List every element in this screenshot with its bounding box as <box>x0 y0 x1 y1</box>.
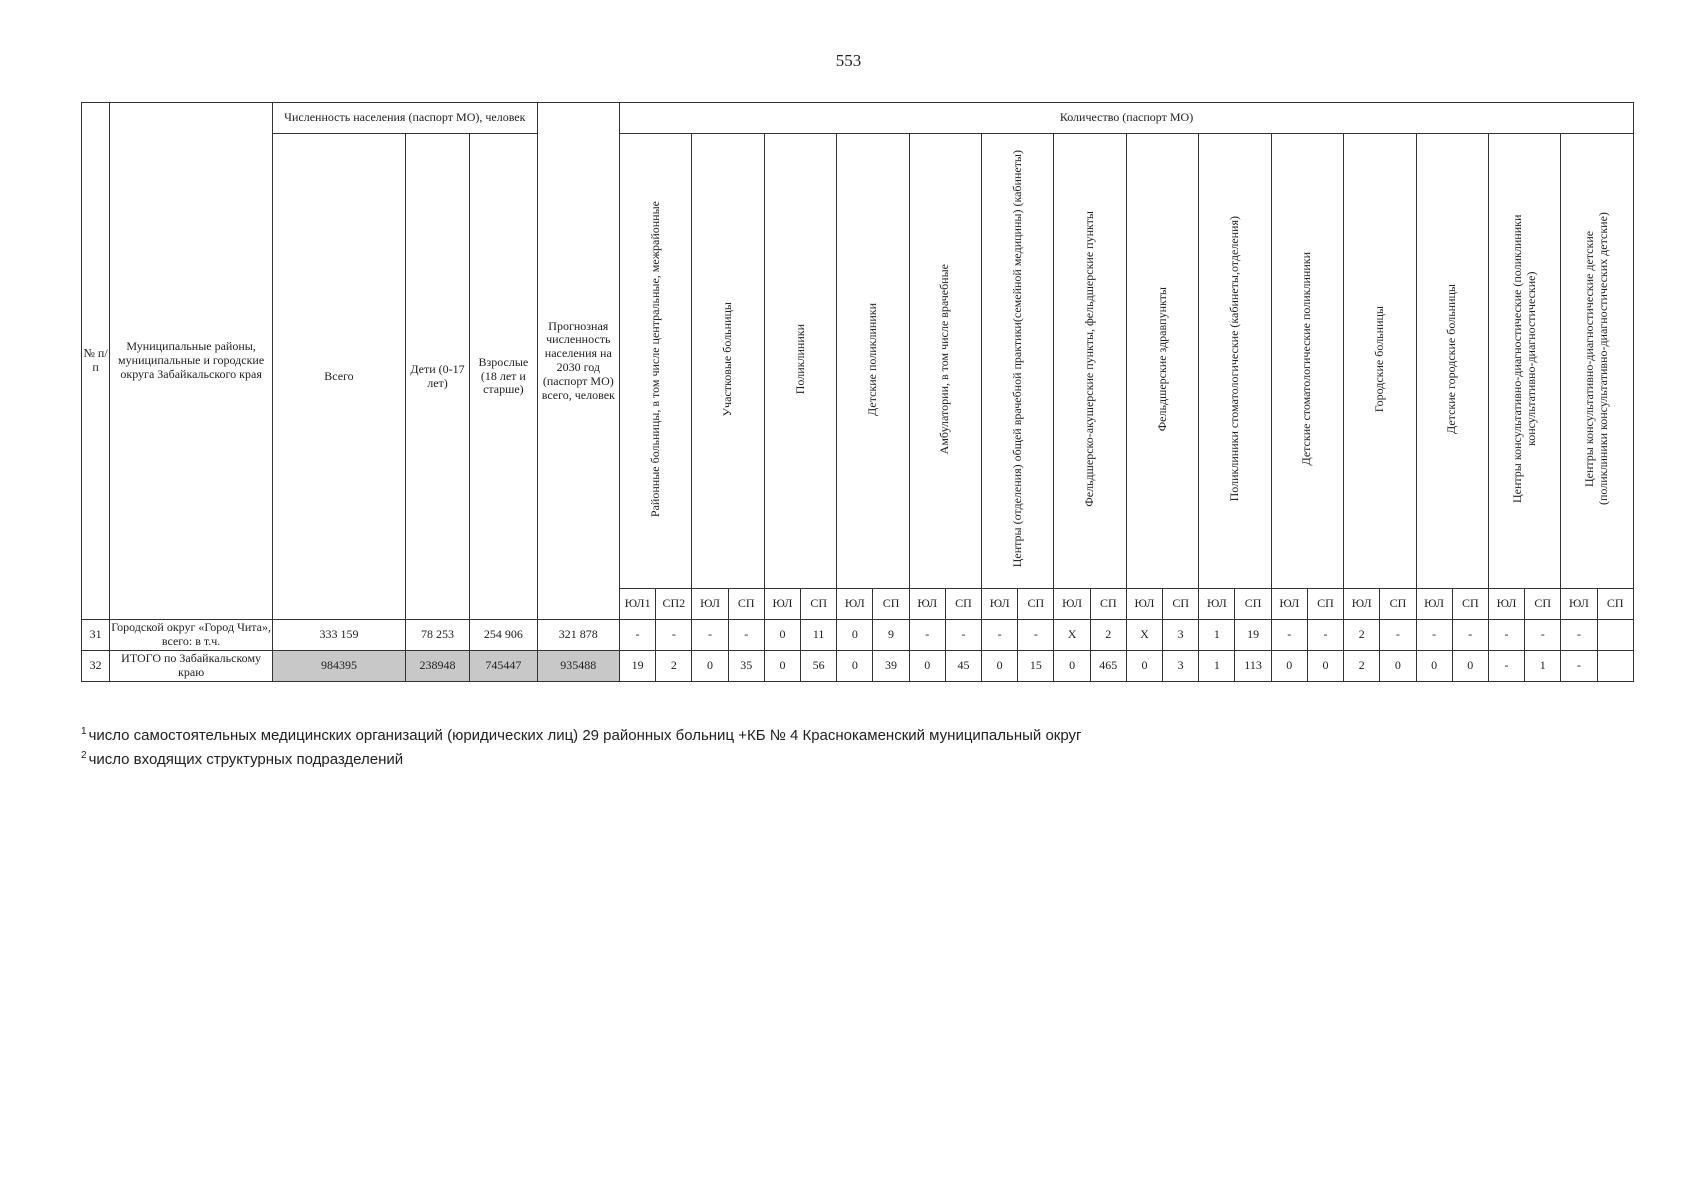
value-cell: 35 <box>728 651 764 682</box>
subheader-cell: ЮЛ <box>692 589 728 620</box>
value-cell: - <box>982 620 1018 651</box>
category-header <box>837 134 909 589</box>
value-cell: 1 <box>1525 651 1561 682</box>
value-cell: - <box>1018 620 1054 651</box>
value-cell: 39 <box>873 651 909 682</box>
value-cell: 9 <box>873 620 909 651</box>
category-header <box>764 134 836 589</box>
category-label: Детские городские больницы <box>1444 284 1459 435</box>
header-total: Всего <box>273 134 406 620</box>
subheader-cell: СП <box>1163 589 1199 620</box>
value-cell: - <box>909 620 945 651</box>
value-cell: - <box>1525 620 1561 651</box>
category-label: Поликлиники стоматологические (кабинеты,отделения) <box>1227 216 1242 502</box>
value-cell: 56 <box>801 651 837 682</box>
subheader-cell: СП <box>1525 589 1561 620</box>
table-row <box>82 620 1634 651</box>
value-cell: - <box>692 620 728 651</box>
header-municipality: Муниципальные районы, муниципальные и городские округа Забайкальского края <box>110 103 273 620</box>
value-cell: X <box>1054 620 1090 651</box>
subheader-cell: ЮЛ <box>1561 589 1597 620</box>
value-cell: - <box>1561 620 1597 651</box>
subheader-cell: ЮЛ <box>1199 589 1235 620</box>
row-total: 333 159 <box>273 620 406 651</box>
subheader-cell: ЮЛ <box>837 589 873 620</box>
subheader-cell: СП <box>1452 589 1488 620</box>
footnotes <box>81 722 1082 770</box>
subheader-cell: ЮЛ <box>764 589 800 620</box>
value-cell: 0 <box>1054 651 1090 682</box>
subheader-cell: СП <box>728 589 764 620</box>
subheader-cell: СП <box>1235 589 1271 620</box>
category-header <box>1561 134 1634 589</box>
subheader-cell: СП <box>945 589 981 620</box>
category-label: Амбулатории, в том числе врачебные <box>937 263 952 455</box>
row-adults: 745447 <box>470 651 537 682</box>
value-cell: 0 <box>837 651 873 682</box>
value-cell: 0 <box>982 651 1018 682</box>
header-forecast: Прогнозная численность населения на 2030 год (паспорт МО) всего, человек <box>537 103 619 620</box>
category-header <box>1416 134 1488 589</box>
value-cell: 465 <box>1090 651 1126 682</box>
value-cell: - <box>728 620 764 651</box>
subheader-cell: ЮЛ <box>982 589 1018 620</box>
category-header <box>1054 134 1126 589</box>
category-header <box>692 134 764 589</box>
row-adults: 254 906 <box>470 620 537 651</box>
footnote-2 <box>81 746 1082 770</box>
row-num: 32 <box>82 651 110 682</box>
subheader-cell: ЮЛ <box>1416 589 1452 620</box>
subheader-cell: ЮЛ1 <box>620 589 656 620</box>
category-header <box>1488 134 1560 589</box>
footnote-text: число входящих структурных подразделений <box>88 751 404 768</box>
category-header <box>1199 134 1271 589</box>
category-header <box>909 134 981 589</box>
category-label: Фельдшерско-акушерские пункты, фельдшерские пункты <box>1082 211 1097 507</box>
value-cell: 45 <box>945 651 981 682</box>
category-header <box>1344 134 1416 589</box>
value-cell: - <box>656 620 692 651</box>
value-cell: 0 <box>1126 651 1162 682</box>
category-header <box>620 134 692 589</box>
row-forecast: 935488 <box>537 651 619 682</box>
category-label: Центры консультативно-диагностические детские (поликлиники консультативно-диагностических детские) <box>1582 212 1611 506</box>
footnote-mark: 1 <box>81 726 87 737</box>
value-cell: - <box>620 620 656 651</box>
category-header <box>1126 134 1198 589</box>
subheader-cell: ЮЛ <box>909 589 945 620</box>
value-cell: - <box>1488 620 1524 651</box>
footnote-mark: 2 <box>81 750 87 761</box>
value-cell: 0 <box>1416 651 1452 682</box>
value-cell: 0 <box>692 651 728 682</box>
subheader-cell: ЮЛ <box>1344 589 1380 620</box>
value-cell: 1 <box>1199 620 1235 651</box>
page-number: 553 <box>835 51 862 70</box>
category-label: Центры консультативно-диагностические (поликлиники консультативно-диагностические) <box>1509 214 1538 504</box>
value-cell: X <box>1126 620 1162 651</box>
value-cell: 19 <box>1235 620 1271 651</box>
facilities-table <box>81 102 1634 682</box>
value-cell: - <box>1452 620 1488 651</box>
value-cell: 0 <box>1271 651 1307 682</box>
row-num: 31 <box>82 620 110 651</box>
header-row-categories <box>82 134 1634 589</box>
category-header <box>1271 134 1343 589</box>
value-cell: - <box>1416 620 1452 651</box>
value-cell: - <box>1271 620 1307 651</box>
value-cell: 15 <box>1018 651 1054 682</box>
table-row <box>82 651 1634 682</box>
footnote-1 <box>81 722 1082 746</box>
category-header <box>982 134 1054 589</box>
value-cell: - <box>1307 620 1343 651</box>
subheader-cell: СП <box>1090 589 1126 620</box>
value-cell: - <box>945 620 981 651</box>
value-cell: 2 <box>1344 651 1380 682</box>
value-cell: 0 <box>1307 651 1343 682</box>
subheader-cell: ЮЛ <box>1488 589 1524 620</box>
header-num: № п/п <box>82 103 110 620</box>
value-cell: 1 <box>1199 651 1235 682</box>
header-population-group: Численность населения (паспорт МО), человек <box>273 103 537 134</box>
subheader-cell: СП <box>1380 589 1416 620</box>
subheader-cell: СП <box>801 589 837 620</box>
header-children: Дети (0-17 лет) <box>405 134 469 620</box>
value-cell: 0 <box>837 620 873 651</box>
value-cell: - <box>1561 651 1597 682</box>
row-forecast: 321 878 <box>537 620 619 651</box>
value-cell <box>1597 651 1633 682</box>
category-label: Фельдшерские здравпункты <box>1154 286 1169 432</box>
row-total: 984395 <box>273 651 406 682</box>
category-label: Поликлиники <box>792 323 807 395</box>
subheader-cell: СП <box>1307 589 1343 620</box>
header-row-top <box>82 103 1634 134</box>
value-cell: 2 <box>1090 620 1126 651</box>
row-name: Городской округ «Город Чита», всего: в т.ч. <box>110 620 273 651</box>
value-cell: 3 <box>1163 620 1199 651</box>
header-adults: Взрослые (18 лет и старше) <box>470 134 537 620</box>
row-name: ИТОГО по Забайкальскому краю <box>110 651 273 682</box>
value-cell: - <box>1488 651 1524 682</box>
subheader-cell: ЮЛ <box>1054 589 1090 620</box>
row-children: 238948 <box>405 651 469 682</box>
value-cell: 0 <box>1380 651 1416 682</box>
subheader-cell: СП <box>873 589 909 620</box>
subheader-cell: ЮЛ <box>1271 589 1307 620</box>
value-cell: 19 <box>620 651 656 682</box>
footnote-text: число самостоятельных медицинских организаций (юридических лиц) 29 районных больниц +КБ № 4 Краснокаменский муниципальный округ <box>88 727 1082 744</box>
row-children: 78 253 <box>405 620 469 651</box>
value-cell: 2 <box>656 651 692 682</box>
value-cell: 11 <box>801 620 837 651</box>
value-cell: 0 <box>1452 651 1488 682</box>
category-label: Центры (отделения) общей врачебной практики(семейной медицины) (кабинеты) <box>1009 150 1024 568</box>
subheader-cell: СП2 <box>656 589 692 620</box>
value-cell: - <box>1380 620 1416 651</box>
category-label: Городские больницы <box>1371 305 1386 413</box>
value-cell: 2 <box>1344 620 1380 651</box>
value-cell <box>1597 620 1633 651</box>
subheader-cell: СП <box>1597 589 1633 620</box>
header-count-group: Количество (паспорт МО) <box>620 103 1634 134</box>
value-cell: 113 <box>1235 651 1271 682</box>
category-label: Районные больницы, в том числе центральные, межрайонные <box>647 201 662 518</box>
value-cell: 3 <box>1163 651 1199 682</box>
value-cell: 0 <box>909 651 945 682</box>
value-cell: 0 <box>764 620 800 651</box>
category-label: Детские поликлиники <box>865 302 880 416</box>
subheader-cell: СП <box>1018 589 1054 620</box>
category-label: Детские стоматологические поликлиники <box>1299 252 1314 466</box>
category-label: Участковые больницы <box>720 301 735 417</box>
value-cell: 0 <box>764 651 800 682</box>
subheader-cell: ЮЛ <box>1126 589 1162 620</box>
